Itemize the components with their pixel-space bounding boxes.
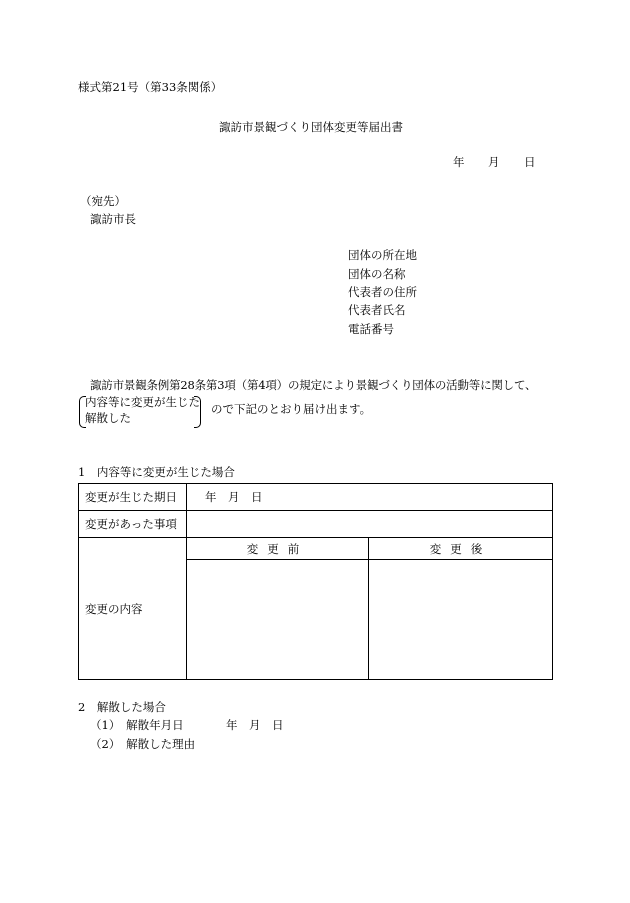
- option-dissolved: 解散した: [85, 411, 131, 425]
- section2-heading: 2 解散した場合: [78, 700, 166, 714]
- applicant-address-label: 団体の所在地: [348, 248, 417, 262]
- date-day: 日: [524, 155, 536, 169]
- option-bracket: [79, 396, 201, 426]
- dissolution-reason-label: （2） 解散した理由: [90, 737, 196, 751]
- change-table: [78, 483, 553, 680]
- change-date-value: 年 月 日: [187, 484, 553, 511]
- option-changed: 内容等に変更が生じた: [85, 395, 200, 409]
- date-month: 月: [488, 155, 500, 169]
- addressee-label: （宛先）: [80, 194, 126, 208]
- changed-matter-label: 変更があった事項: [79, 511, 187, 538]
- dissolution-date-value: 年 月 日: [226, 718, 284, 732]
- before-header: 変更前: [187, 538, 369, 560]
- applicant-name-label: 団体の名称: [348, 267, 406, 281]
- body-intro: 諏訪市景観条例第28条第3項（第4項）の規定により景観づくり団体の活動等に関して、: [90, 378, 537, 392]
- phone-label: 電話番号: [348, 322, 394, 336]
- representative-name-label: 代表者氏名: [348, 303, 406, 317]
- date-year: 年: [453, 155, 465, 169]
- after-content: [369, 560, 553, 680]
- representative-address-label: 代表者の住所: [348, 285, 417, 299]
- change-date-label: 変更が生じた期日: [79, 484, 187, 511]
- changed-matter-value: [187, 511, 553, 538]
- section1-heading: 1 内容等に変更が生じた場合: [78, 465, 235, 479]
- body-closing: ので下記のとおり届け出ます。: [211, 402, 372, 416]
- change-content-label: 変更の内容: [79, 538, 187, 680]
- before-content: [187, 560, 369, 680]
- addressee-name: 諏訪市長: [90, 212, 136, 226]
- after-header: 変更後: [369, 538, 553, 560]
- document-title: 諏訪市景観づくり団体変更等届出書: [219, 120, 403, 134]
- dissolution-date-label: （1） 解散年月日: [90, 718, 184, 732]
- form-number: 様式第21号（第33条関係）: [78, 80, 223, 94]
